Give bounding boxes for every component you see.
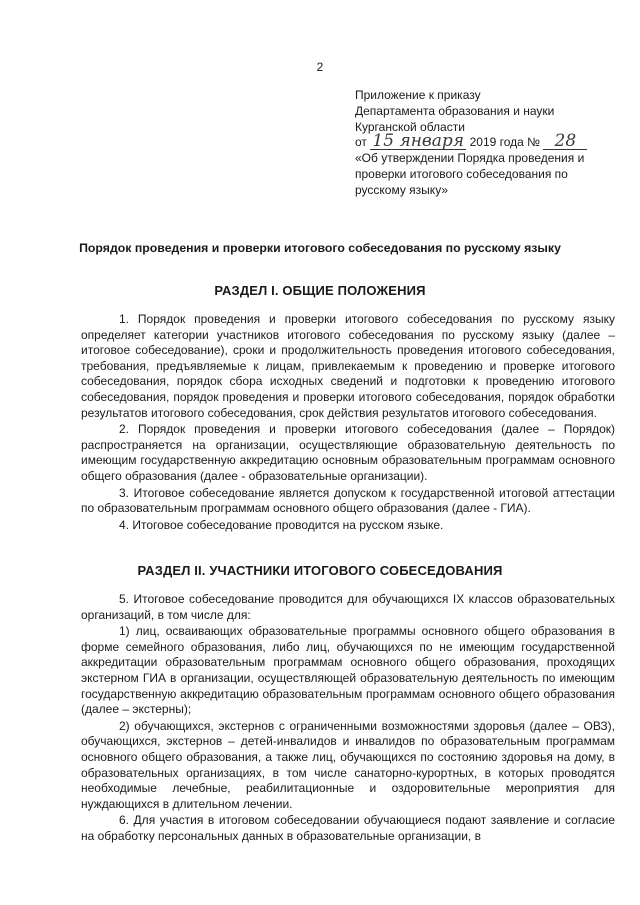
- section-1-heading: РАЗДЕЛ I. ОБЩИЕ ПОЛОЖЕНИЯ: [214, 283, 426, 298]
- appendix-date-line: [355, 131, 617, 152]
- section-2-heading: РАЗДЕЛ II. УЧАСТНИКИ ИТОГОВОГО СОБЕСЕДОВАНИЯ: [137, 563, 503, 578]
- paragraph-5-item-1: 1) лиц, осваивающих образовательные программы основного общего образования в форме семейного образования, либо лиц, обучающихся по не имеющим государственной аккредитации образовательным программам основного общего образования, проходящих экстерном ГИА в организации, осуществляющей образовательную деятельность по имеющим государственную аккредитацию образовательным программам основного общего образования (далее – экстерны);: [81, 624, 615, 717]
- paragraph-6: 6. Для участия в итоговом собеседовании обучающиеся подают заявление и согласие на обработку персональных данных в образовательные организации, в: [81, 813, 615, 843]
- paragraph-2: 2. Порядок проведения и проверки итогового собеседования (далее – Порядок) распространяется на организации, осуществляющие образовательную деятельность по имеющим государственную аккредитацию основным образовательным программам основного общего образования (далее - образовательные организации).: [81, 422, 615, 483]
- paragraph-4: 4. Итоговое собеседование проводится на русском языке.: [119, 517, 444, 532]
- page-number: 2: [316, 60, 324, 74]
- appendix-subject: «Об утверждении Порядка проведения и проверки итогового собеседования по русскому языку»: [355, 151, 585, 197]
- section-2-body: [81, 592, 615, 845]
- appendix-block: [355, 88, 617, 199]
- paragraph-5-item-2: 2) обучающихся, экстернов с ограниченными возможностями здоровья (далее – ОВЗ), обучающихся, экстернов – детей-инвалидов и инвалидов по образовательным программам основного общего образования, а также лиц, обучающихся по состоянию здоровья на дому, в образовательных организациях, в том числе санаторно-курортных, в которых проводятся необходимые лечебные, реабилитационные и оздоровительные мероприятия для нуждающихся в длительном лечении.: [81, 718, 615, 811]
- paragraph-1: 1. Порядок проведения и проверки итогового собеседования по русскому языку определяет категории участников итогового собеседования по русскому языку (далее – итоговое собеседование), сроки и продолжительность проведения итогового собеседования, требования, предъявляемые к лицам, привлекаемым к проведению и проверке итогового собеседования, порядок сбора исходных сведений и подготовки к проведению итогового собеседования, порядок проведения и проверки итогового собеседования, порядок обработки результатов итогового собеседования, срок действия результатов итогового собеседования.: [81, 312, 615, 420]
- paragraph-3: 3. Итоговое собеседование является допуском к государственной итоговой аттестации по образовательным программам основного общего образования (далее - ГИА).: [81, 485, 615, 516]
- appendix-line-1: Приложение к приказу: [355, 88, 481, 102]
- handwritten-number: 28: [554, 131, 577, 152]
- date-suffix: 2019 года №: [469, 135, 541, 150]
- paragraph-5: 5. Итоговое собеседование проводится для обучающихся IX классов образовательных организаций, в том числе для:: [81, 592, 615, 622]
- appendix-line-2: Департамента образования и науки: [355, 103, 555, 118]
- section-1-body: [81, 312, 615, 533]
- document-title: Порядок проведения и проверки итогового собеседования по русскому языку: [79, 241, 561, 255]
- date-blank: [370, 131, 466, 152]
- number-blank: [543, 131, 587, 152]
- appendix-line-3: Курганской области: [355, 119, 465, 134]
- handwritten-date: 15 января: [372, 131, 465, 152]
- date-prefix: от: [355, 135, 367, 150]
